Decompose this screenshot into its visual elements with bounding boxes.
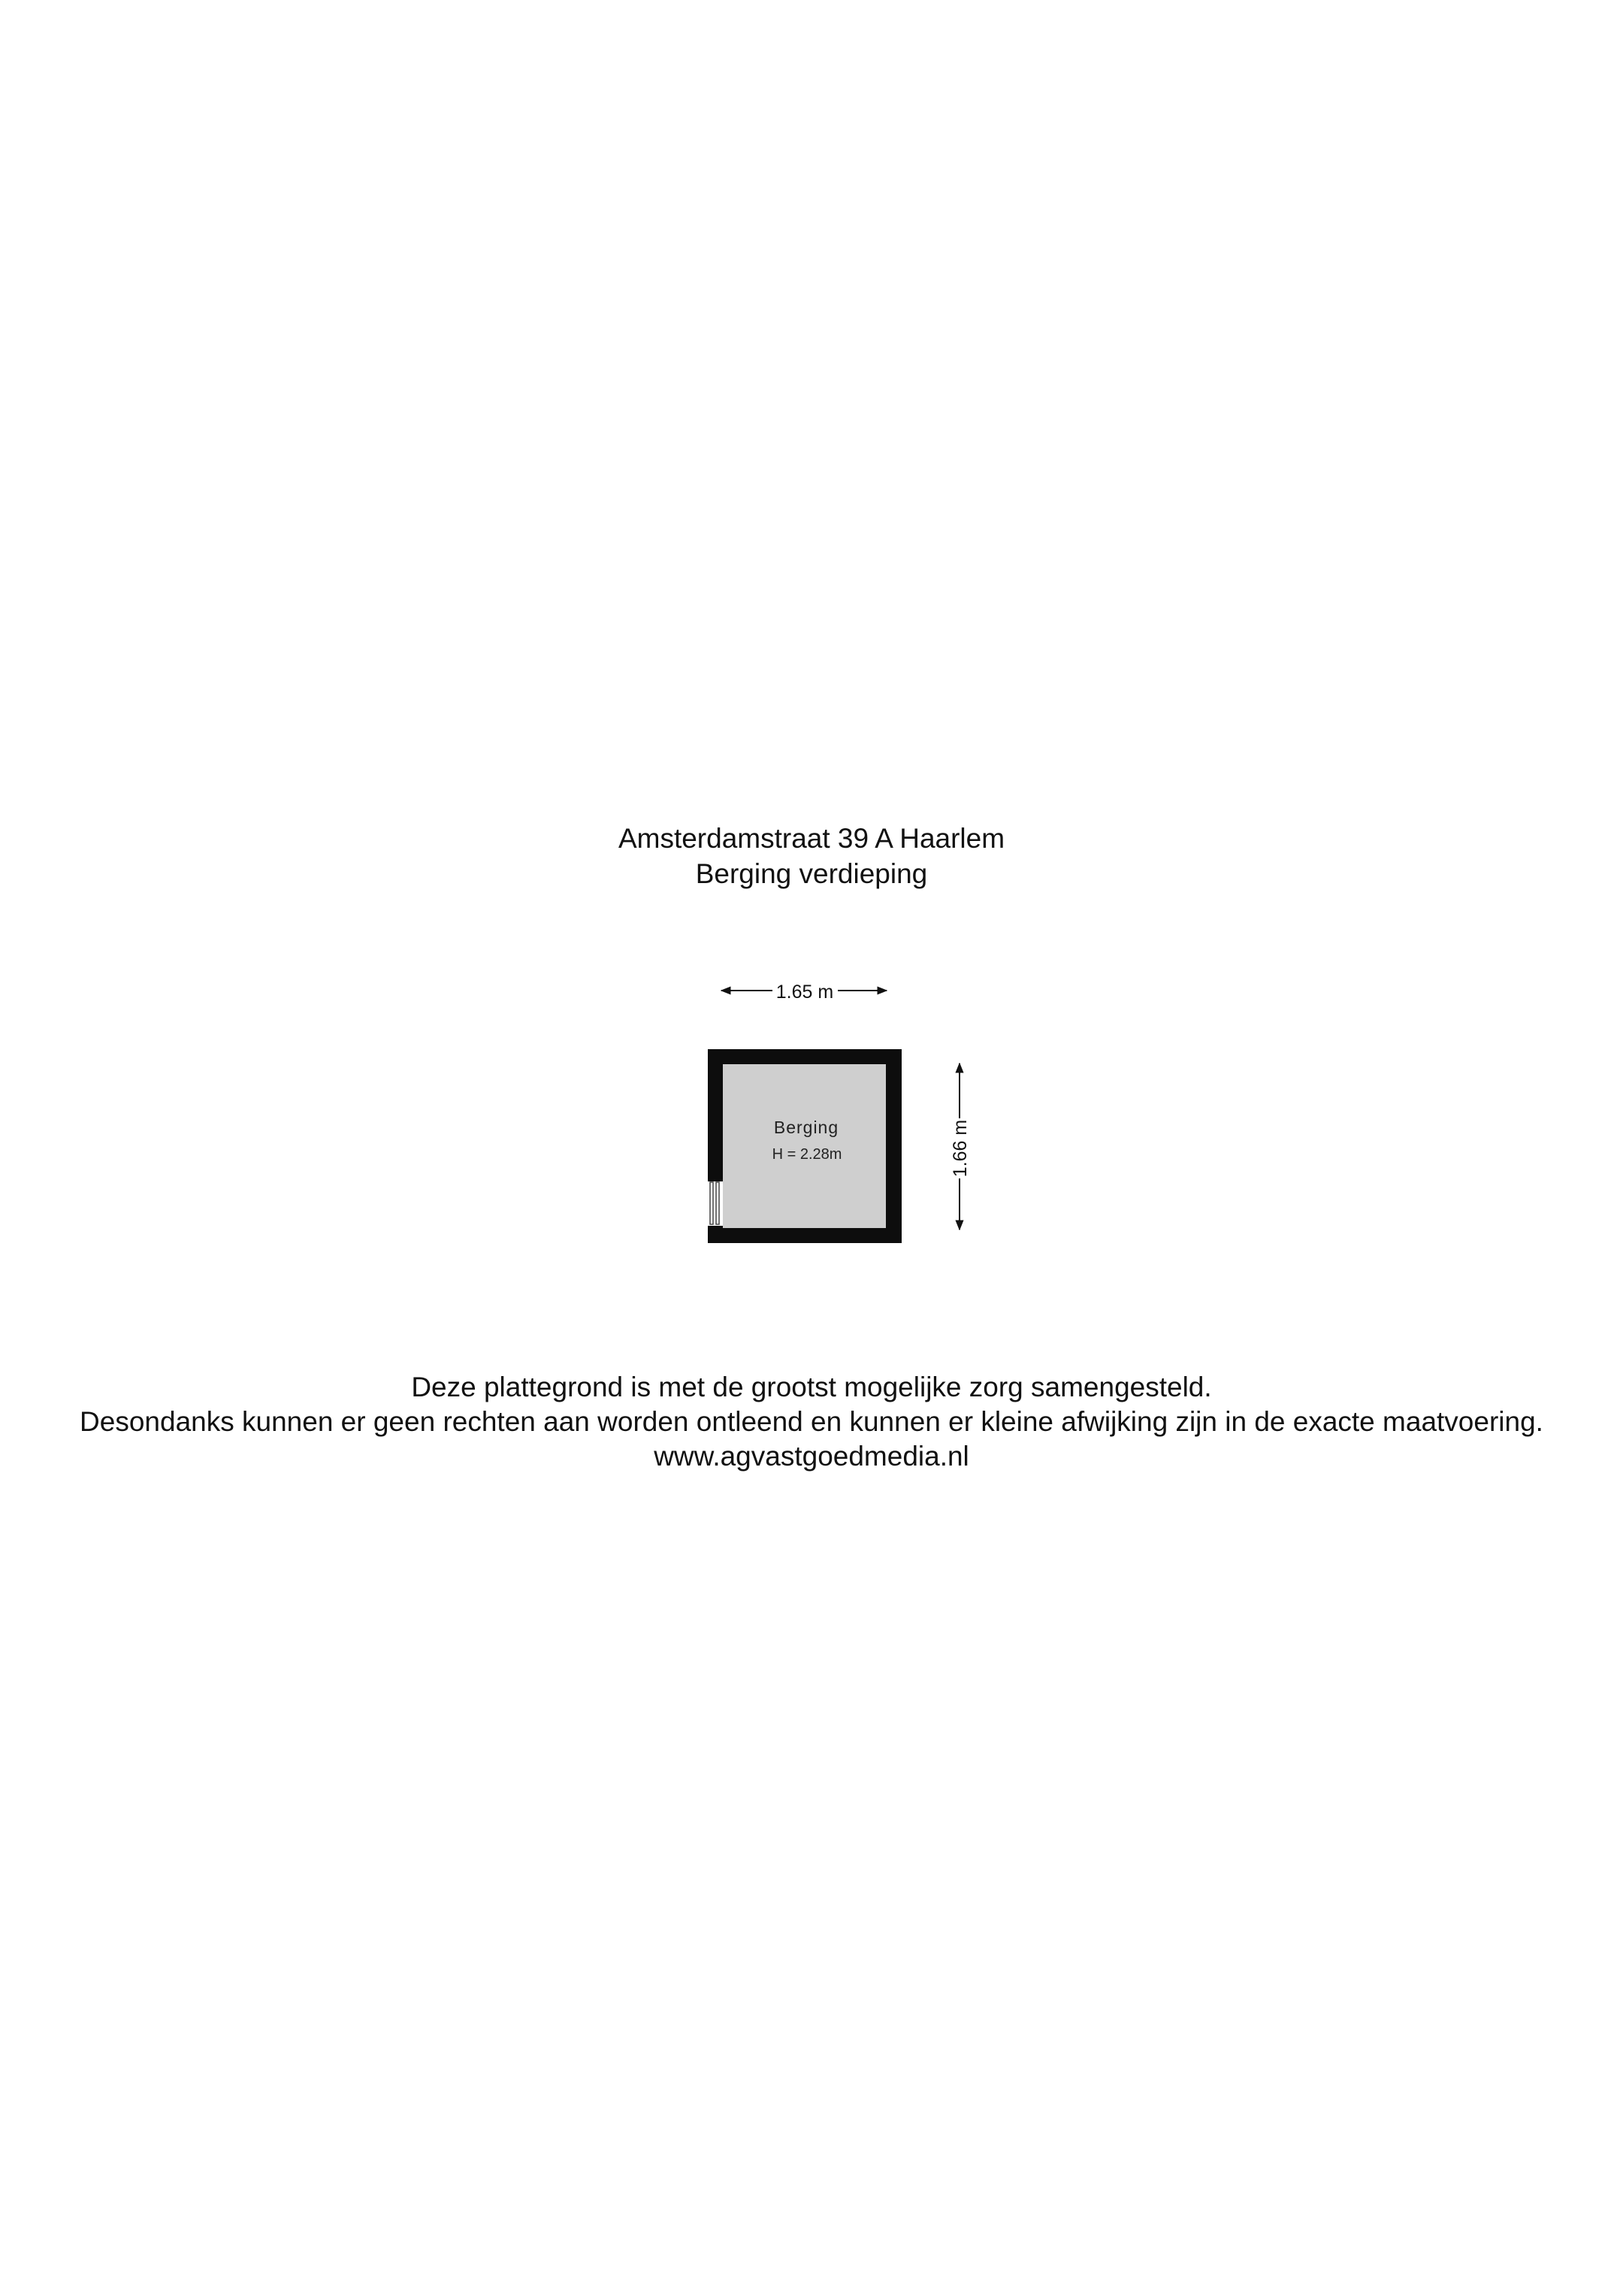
width-dimension-label: 1.65 m [775, 982, 834, 1003]
floor-title: Berging verdieping [695, 858, 928, 889]
address-title: Amsterdamstraat 39 A Haarlem [618, 823, 1005, 854]
website-link[interactable]: www.agvastgoedmedia.nl [654, 1441, 969, 1472]
disclaimer-line-1: Deze plattegrond is met de grootst mogelijke zorg samengesteld. [411, 1372, 1212, 1402]
height-dimension [950, 1063, 971, 1230]
disclaimer [0, 1370, 1623, 1474]
height-dimension-label: 1.66 m [950, 1119, 971, 1178]
width-dimension [721, 982, 887, 1003]
room-height-label: H = 2.28m [772, 1146, 842, 1163]
room-berging [708, 1049, 902, 1243]
disclaimer-line-2: Desondanks kunnen er geen rechten aan worden ontleend en kunnen er kleine afwijking zijn in de exacte maatvoering. [80, 1406, 1543, 1437]
door-frame-inner [716, 1182, 719, 1224]
door-frame-outer [710, 1182, 713, 1224]
room-name-label: Berging [773, 1118, 839, 1137]
